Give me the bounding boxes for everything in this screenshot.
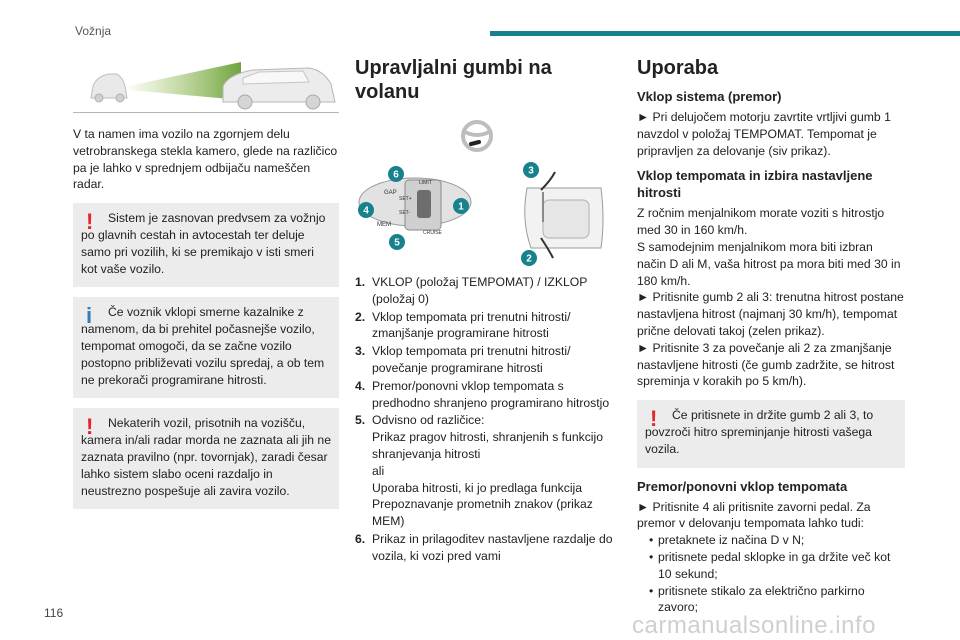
list-item: • pritisnete stikalo za električno parkirno zavoro; — [649, 583, 905, 617]
callout-6 — [388, 166, 404, 182]
info-icon: i — [86, 303, 93, 329]
paragraph: ► Pri delujočem motorju zavrtite vrtljivi gumb 1 navzdol v položaj TEMPOMAT. Tempomat je pripravljen za delovanje (siv prikaz). — [637, 110, 891, 158]
warning-icon: ! — [86, 209, 94, 235]
warning-icon: ! — [650, 406, 658, 432]
callout-4 — [358, 202, 374, 218]
svg-text:2: 2 — [526, 253, 532, 265]
paragraph: Z ročnim menjalnikom morate voziti s hitrostjo med 30 in 160 km/h. — [637, 206, 885, 238]
intro-paragraph: V ta namen ima vozilo na zgornjem delu vetrobranskega stekla kamero, glede na različico pa je lahko v sprednjem odbijaču nameščen radar. — [73, 127, 338, 192]
svg-text:4: 4 — [363, 205, 369, 217]
steering-controls-illustration — [355, 160, 617, 268]
svg-text:5: 5 — [394, 237, 400, 249]
running-header: Vožnja — [75, 24, 112, 38]
info-notice — [73, 297, 339, 398]
svg-text:1: 1 — [458, 201, 464, 213]
notice-text: Če pritisnete in držite gumb 2 ali 3, to povzroči hitro spreminjanje hitrosti vašega vozila. — [645, 408, 874, 456]
subheading-premor: Premor/ponovni vklop tempomata — [637, 478, 848, 494]
warning-notice — [73, 408, 339, 509]
cruise-label: CRUISE — [423, 230, 442, 236]
paragraph: ► Pritisnite gumb 2 ali 3: trenutna hitrost postane nastavljena hitrost (najmanj 30 km/h), tempomat prične delovati takoj (zelen prikaz). — [637, 290, 904, 338]
page-number: 116 — [44, 606, 64, 620]
column-1 — [73, 56, 339, 509]
subheading-nastavitev: Vklop tempomata in izbira nastavljene hitrosti — [637, 168, 873, 201]
column-3 — [637, 56, 905, 616]
set-plus-label: SET+ — [399, 196, 412, 202]
controls-legend — [355, 274, 618, 565]
list-item: 1. VKLOP (položaj TEMPOMAT) / IZKLOP (položaj 0) — [355, 275, 588, 306]
bullet-list — [649, 532, 905, 616]
svg-text:3: 3 — [528, 165, 534, 177]
column-2 — [355, 56, 618, 565]
list-item: 5. Odvisno od različice: Prikaz pragov hitrosti, shranjenih s funkcijo shranjevanja hitrosti ali Uporaba hitrosti, ki jo predlaga funkcija Prepoznavanje prometnih znakov (prikaz MEM) — [355, 413, 603, 529]
subheading-vklop: Vklop sistema (premor) — [637, 89, 782, 104]
section-divider — [73, 112, 339, 113]
limit-label: LIMIT — [419, 180, 432, 186]
svg-text:6: 6 — [393, 169, 399, 181]
steering-wheel-icon — [457, 118, 497, 154]
callout-2 — [521, 250, 537, 266]
set-minus-label: SET- — [399, 210, 411, 216]
paragraph: ► Pritisnite 3 za povečanje ali 2 za zmanjšanje nastavljene hitrosti (če gumb zadržite, se hitrost spreminja v korakih po 5 km/h). — [637, 340, 895, 389]
gap-label: GAP — [384, 190, 397, 196]
list-item: 6. Prikaz in prilagoditev nastavljene razdalje do vozila, ki vozi pred vami — [355, 531, 613, 563]
callout-3 — [523, 162, 539, 178]
header-accent-bar — [490, 31, 960, 36]
section-title: Upravljalni gumbi na volanu — [355, 57, 552, 103]
car-following-illustration — [73, 56, 337, 110]
section-title: Uporaba — [637, 57, 719, 79]
callout-5 — [389, 234, 405, 250]
mem-label: MEM — [377, 222, 391, 228]
watermark: carmanualsonline.info — [632, 612, 876, 639]
list-item: 3. Vklop tempomata pri trenutni hitrosti/ povečanje programirane hitrosti — [355, 344, 571, 375]
warning-icon: ! — [86, 414, 94, 440]
notice-text: Če voznik vklopi smerne kazalnike z namenom, da bi prehitel počasnejše vozilo, tempomat omogoči, da se začne vozilo postopno približevati vozilu spredaj, a ob tem ne prekorači programirane hitrosti. — [81, 305, 325, 387]
paragraph: S samodejnim menjalnikom mora biti izbran način D ali M, vaša hitrost pa mora biti med 30 in 180 km/h. — [637, 239, 901, 288]
notice-text: Sistem je zasnovan predvsem za vožnjo po glavnih cestah in avtocestah ter deluje samo pri vozilih, ki se premikajo v isti smeri kot vaše vozilo. — [81, 211, 326, 276]
callout-1 — [453, 198, 469, 214]
warning-notice — [73, 203, 339, 287]
list-item: • pritisnete pedal sklopke in ga držite več kot 10 sekund; — [649, 549, 905, 583]
warning-notice — [637, 400, 905, 467]
list-item: 2. Vklop tempomata pri trenutni hitrosti/ zmanjšanje programirane hitrosti — [355, 309, 571, 341]
notice-text: Nekaterih vozil, prisotnih na vozišču, kamera in/ali radar morda ne zaznata ali jih ne zaznata pravilno (npr. tovornjak), zaradi česar lahko sistem slabo oceni razdaljo in neustrezno pospešuje ali zavira vozilo. — [81, 416, 331, 498]
list-item: • pretaknete iz načina D v N; — [649, 532, 905, 549]
paragraph: ► Pritisnite 4 ali pritisnite zavorni pedal. Za premor v delovanju tempomata lahko tudi: — [637, 499, 871, 531]
list-item: 4. Premor/ponovni vklop tempomata s predhodno shranjeno programirano hitrostjo — [355, 378, 610, 410]
